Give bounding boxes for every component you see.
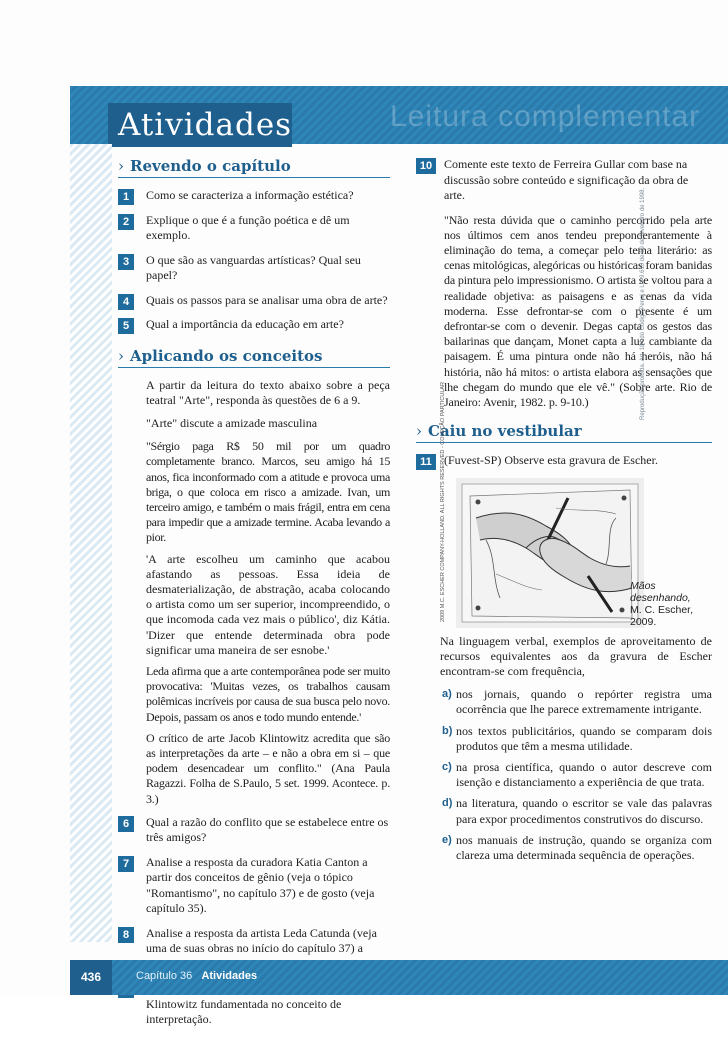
- caption-year: 2009.: [630, 615, 657, 628]
- section-heading-text: Revendo o capítulo: [130, 157, 291, 175]
- option-letter: d): [442, 797, 453, 810]
- section-heading-revendo: [118, 157, 390, 178]
- option-letter: e): [442, 833, 452, 846]
- option-letter: a): [442, 688, 452, 701]
- option-b: [416, 724, 712, 754]
- article-paragraph: O crítico de arte Jacob Klintowitz acredita que são as interpretações da arte – e não a obra em si – que podem desencadear um conflito." (Ana Paula Ragazzi. Folha de S.Paulo, 5 set. 1999. Acontece. p. 3.): [146, 730, 390, 806]
- option-d: [416, 796, 712, 826]
- question-text: Como se caracteriza a informação estética?: [146, 188, 354, 202]
- chevron-right-icon: ›: [118, 157, 124, 175]
- left-column: [118, 157, 390, 1037]
- option-text: nos jornais, quando o repórter registra uma ocorrência que lhe parece extremamente intrigante.: [456, 687, 712, 717]
- quote-paragraph: "Não resta dúvida que o caminho percorrido pela arte nos últimos cem anos tendeu preponderantemente à eliminação do tema, a começar pelo tema literário: as cenas mitológicas, alegóricas ou históricas foram banidas da pintura pelo impressionismo. O artista se voltou para a realidade objetiva: as paisagens e as cenas da vida moderna. Esse defrontar-se com o presente é um defrontar-se com o devenir. Degas capta os gestos das bailarinas que dançam, Monet capta a luz cambiante da paisagem. É uma pintura onde não há heróis, não há história, não há mitos: o artista elabora as sensações que lhe chegam do mundo que ele vê." (Sobre arte. Rio de Janeiro: Avenir, 1982. p. 9-10.): [444, 212, 712, 409]
- question-11-body: Na linguagem verbal, exemplos de aproveitamento de recursos equivalentes aos da gravura de Escher encontram-se com frequência,: [440, 633, 712, 679]
- page-title: Atividades: [108, 103, 292, 147]
- question-number: 10: [416, 158, 436, 174]
- figure-credit: 2009 M.C. ESCHER COMPANY-HOLLAND. ALL RIGHTS RESERVED - COLEÇÃO PARTICULAR: [440, 381, 446, 622]
- question-number: 4: [118, 294, 134, 310]
- footer-running-title: [136, 970, 257, 982]
- page-number: 436: [70, 960, 112, 995]
- question-number: 5: [118, 318, 134, 334]
- question-text: O que são as vanguardas artísticas? Qual seu papel?: [146, 252, 361, 282]
- article-title: "Arte" discute a amizade masculina: [146, 415, 318, 430]
- question-1: [118, 188, 390, 204]
- question-text: Explique o que é a função poética e dê um exemplo.: [146, 212, 350, 242]
- question-7: [118, 855, 390, 917]
- question-text: Qual a importância da educação em arte?: [146, 317, 344, 331]
- question-3: [118, 253, 390, 284]
- option-e: [416, 833, 712, 863]
- question-number: 1: [118, 189, 134, 205]
- question-number: 2: [118, 214, 134, 230]
- article-paragraph: Leda afirma que a arte contemporânea pode ser muito provocativa: 'Muitas vezes, os trabalhos causam polêmicas incríveis por causa de sua busca pelo novo. Depois, passam os anos e todo mundo entende.': [146, 663, 390, 724]
- chevron-right-icon: ›: [416, 422, 422, 441]
- question-text: Analise a resposta da curadora Katia Canton a partir dos conceitos de gênio (veja o tópico "Romantismo", no capítulo 37) e de gosto (veja capítulo 35).: [146, 854, 375, 916]
- option-text: nos textos publicitários, quando se comparam dois produtos que têm a mesma utilidade.: [456, 723, 712, 753]
- option-a: [416, 687, 712, 717]
- question-4: [118, 293, 390, 309]
- question-text: Comente este texto de Ferreira Gullar com base na discussão sobre conteúdo e significação da obra de arte.: [444, 157, 689, 202]
- question-number: 8: [118, 927, 134, 943]
- section-heading-text: Aplicando os conceitos: [130, 346, 323, 365]
- side-credit: Reprodução proibida. Art. 184 do Código Penal e Lei 9.610 de 19 de fevereiro de 1998.: [640, 187, 646, 420]
- chevron-right-icon: ›: [118, 346, 124, 365]
- right-column: [416, 157, 712, 869]
- option-letter: b): [442, 724, 453, 737]
- figure-caption: [630, 580, 712, 628]
- caption-title: Mãos desenhando,: [630, 579, 691, 604]
- question-text: Klintowitz fundamentada no conceito de interpretação.: [146, 996, 342, 1027]
- left-decorative-strip: [70, 144, 112, 942]
- header-ghost-text: Leitura complementar: [390, 100, 701, 133]
- option-text: nos manuais de instrução, quando se organiza com clareza uma determinada sequência de operações.: [456, 832, 712, 863]
- section-heading-aplicando: [118, 347, 390, 368]
- question-2: [118, 213, 390, 244]
- option-text: na prosa científica, quando o autor descreve com isenção e distanciamento a experiência de que trata.: [456, 760, 712, 790]
- article-paragraph: "Sérgio paga R$ 50 mil por um quadro completamente branco. Marcos, seu amigo há 15 anos, fica inconformado com a atitude e provoca uma briga, o que coloca em risco a amizade. Ivan, um terceiro amigo, e também o mais frágil, entra em cena para impedir que a amizade termine. Acaba levando a pior.: [146, 439, 390, 545]
- question-10: [416, 157, 712, 204]
- question-number: 6: [118, 816, 134, 832]
- caption-author: M. C. Escher,: [630, 603, 694, 616]
- section-heading-text: Caiu no vestibular: [428, 422, 582, 441]
- question-text: Qual a razão do conflito que se estabelece entre os três amigos?: [146, 814, 389, 845]
- question-text: Quais os passos para se analisar uma obra de arte?: [146, 292, 388, 307]
- intro-paragraph: A partir da leitura do texto abaixo sobre a peça teatral "Arte", responda às questões de 6 a 9.: [146, 377, 390, 407]
- option-letter: c): [442, 761, 452, 774]
- drawing-hands-image: [456, 478, 644, 628]
- option-c: [416, 760, 712, 790]
- section-heading-vestibular: [416, 422, 712, 443]
- footer-chapter: Capítulo 36: [136, 970, 193, 982]
- question-number: 3: [118, 254, 134, 270]
- question-text: Analise a resposta da artista Leda Catunda (veja uma de suas obras no início do capítulo 37) a: [146, 925, 377, 956]
- footer-section: Atividades: [201, 970, 258, 982]
- question-number: 7: [118, 856, 134, 872]
- question-11: [416, 453, 712, 469]
- option-text: na literatura, quando o escritor se vale das palavras para expor procedimentos construtivos do discurso.: [456, 796, 712, 826]
- question-number: 11: [416, 454, 436, 470]
- question-5: [118, 317, 390, 333]
- question-text: (Fuvest-SP) Observe esta gravura de Escher.: [444, 453, 658, 468]
- question-6: [118, 815, 390, 846]
- article-paragraph: 'A arte escolheu um caminho que acabou afastando as pessoas. Essa ideia de desmaterialização, de abstração, acaba colocando o artista como um ser superior, incompreendido, o que incomoda cada vez mais o público', diz Kátia. 'Dizer que entende determinada obra pode significar uma maneira de ser esnobe.': [146, 551, 390, 657]
